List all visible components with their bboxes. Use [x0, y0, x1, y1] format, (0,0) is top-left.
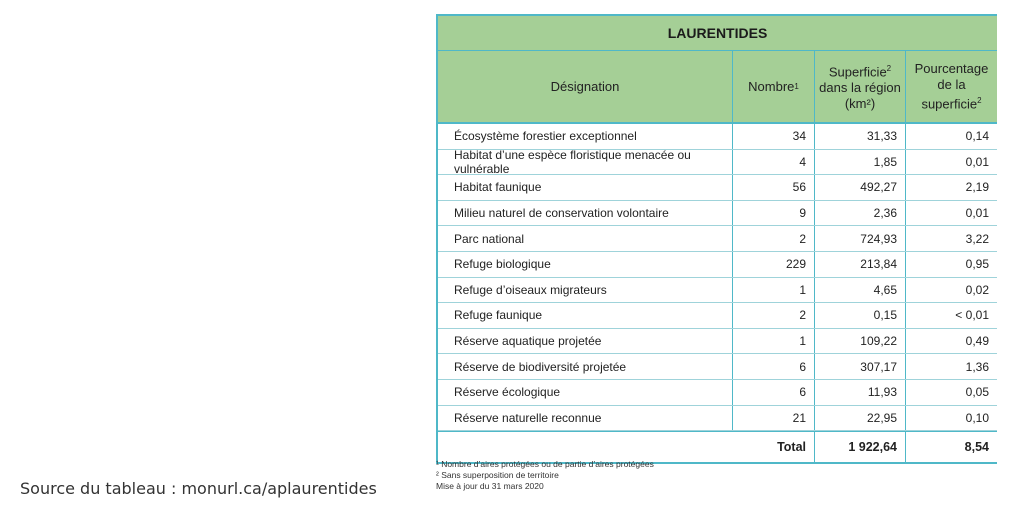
- header-superficie-sup: 2: [886, 63, 892, 73]
- table-row: [438, 380, 997, 406]
- cell-superficie: 2,36: [815, 201, 906, 226]
- cell-superficie: 31,33: [815, 124, 906, 149]
- total-row: [438, 431, 997, 462]
- cell-superficie: 22,95: [815, 406, 906, 431]
- table-row: [438, 278, 997, 304]
- footnotes: [436, 459, 654, 492]
- cell-designation: Refuge d’oiseaux migrateurs: [438, 278, 733, 303]
- header-superficie-line1: Superficie: [828, 64, 887, 80]
- cell-superficie: 11,93: [815, 380, 906, 405]
- cell-nombre: 56: [733, 175, 815, 200]
- table-row: [438, 303, 997, 329]
- cell-nombre: 2: [733, 303, 815, 328]
- table-row: [438, 406, 997, 432]
- cell-designation: Écosystème forestier exceptionnel: [438, 124, 733, 149]
- footnote-2: ² Sans superposition de territoire: [436, 470, 559, 480]
- cell-pourcentage: < 0,01: [955, 308, 989, 323]
- cell-pourcentage: 1,36: [965, 359, 989, 374]
- header-pourcentage: [906, 51, 997, 122]
- header-pourcentage-line2: de la superficie: [921, 76, 978, 112]
- cell-nombre: 1: [733, 329, 815, 354]
- cell-nombre: 6: [733, 380, 815, 405]
- cell-superficie: 4,65: [815, 278, 906, 303]
- cell-nombre: 34: [733, 124, 815, 149]
- cell-pourcentage: 0,10: [965, 410, 989, 425]
- cell-designation: Habitat d’une espèce floristique menacée ou vulnérable: [438, 150, 733, 175]
- header-pourcentage-sup: 2: [977, 95, 982, 105]
- cell-pourcentage: 0,49: [965, 334, 989, 349]
- cell-designation: Réserve écologique: [438, 380, 733, 405]
- cell-designation: Refuge biologique: [438, 252, 733, 277]
- cell-nombre: 1: [733, 278, 815, 303]
- cell-superficie: 492,27: [815, 175, 906, 200]
- cell-superficie: 109,22: [815, 329, 906, 354]
- cell-pourcentage: 3,22: [965, 231, 989, 246]
- header-designation: Désignation: [438, 51, 733, 122]
- table-body: [438, 124, 997, 431]
- table-row: [438, 226, 997, 252]
- source-caption: Source du tableau : monurl.ca/aplaurentides: [20, 479, 377, 498]
- column-headers: [438, 51, 997, 124]
- cell-superficie: 0,15: [815, 303, 906, 328]
- header-superficie: [815, 51, 906, 122]
- table-row: [438, 147, 997, 176]
- header-nombre: [733, 51, 815, 122]
- cell-nombre: 6: [733, 354, 815, 379]
- cell-designation: Réserve de biodiversité projetée: [438, 354, 733, 379]
- table-row: [438, 175, 997, 201]
- cell-pourcentage: 2,19: [965, 180, 989, 195]
- header-superficie-line3: (km²): [844, 96, 876, 112]
- cell-designation: Refuge faunique: [438, 303, 733, 328]
- cell-superficie: 307,17: [815, 354, 906, 379]
- cell-designation: Habitat faunique: [438, 175, 733, 200]
- cell-nombre: 9: [733, 201, 815, 226]
- cell-superficie: 213,84: [815, 252, 906, 277]
- table-row: [438, 329, 997, 355]
- cell-pourcentage: 0,05: [965, 385, 989, 400]
- table-row: [438, 201, 997, 227]
- footnote-update: Mise à jour du 31 mars 2020: [436, 481, 544, 491]
- cell-designation: Parc national: [438, 226, 733, 251]
- cell-designation: Réserve aquatique projetée: [438, 329, 733, 354]
- header-nombre-sup: 1: [794, 81, 799, 91]
- cell-pourcentage: 0,01: [965, 206, 989, 221]
- cell-pourcentage: 0,01: [965, 154, 989, 169]
- protected-areas-table: [436, 14, 997, 464]
- cell-nombre: 2: [733, 226, 815, 251]
- total-pourcentage: 8,54: [964, 440, 989, 455]
- header-nombre-text: Nombre: [748, 78, 795, 94]
- cell-nombre: 21: [733, 406, 815, 431]
- cell-pourcentage: 0,14: [965, 129, 989, 144]
- total-label: Total: [438, 432, 815, 462]
- cell-superficie: 1,85: [815, 150, 906, 175]
- total-superficie: 1 922,64: [815, 432, 906, 462]
- header-pourcentage-line1: Pourcentage: [914, 60, 989, 76]
- cell-pourcentage: 0,95: [965, 257, 989, 272]
- cell-superficie: 724,93: [815, 226, 906, 251]
- region-title: LAURENTIDES: [438, 16, 997, 51]
- cell-designation: Réserve naturelle reconnue: [438, 406, 733, 431]
- cell-nombre: 4: [733, 150, 815, 175]
- cell-nombre: 229: [733, 252, 815, 277]
- cell-pourcentage: 0,02: [965, 282, 989, 297]
- table-row: [438, 252, 997, 278]
- cell-designation: Milieu naturel de conservation volontaire: [438, 201, 733, 226]
- table-row: [438, 124, 997, 150]
- footnote-1: ¹ Nombre d’aires protégées ou de partie d’aires protégées: [436, 459, 654, 469]
- table-row: [438, 354, 997, 380]
- header-superficie-line2: dans la région: [819, 80, 901, 96]
